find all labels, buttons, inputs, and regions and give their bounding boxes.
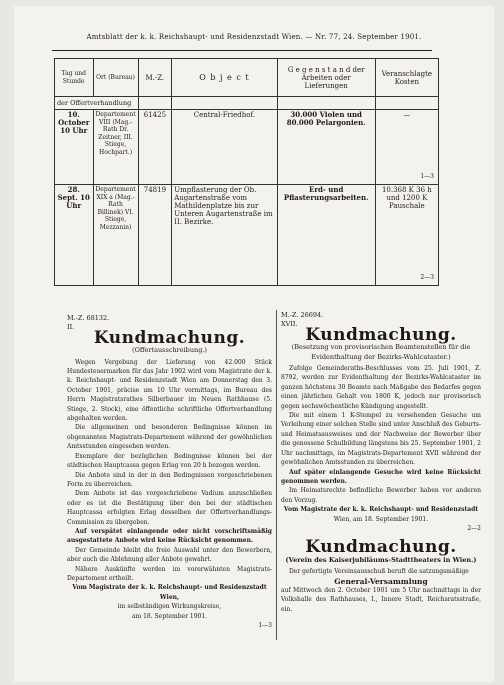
right-q1: Der gefertigte Vereinsausschuß beruft die satzungsmäßige: [289, 568, 469, 576]
table-row: [55, 185, 439, 286]
left-p4: Die Anbote sind in der in den Bedingnissen vorgeschriebenen Form zu überreichen.: [67, 471, 272, 488]
left-p2: Die allgemeinen und besonderen Bedingnisse können im obgenannten Magistrats-Departement während der gewöhnlichen Amtsstunden eingesehen werden.: [67, 424, 272, 451]
row-office: Departement VIII (Mag.-Rath Dr. Zeitner, III. Stiege, Hochpart.): [93, 110, 138, 185]
row-office: Departement XIX a (Mag.-Rath Billinek) VI. Stiege, Mezzanin): [93, 185, 138, 286]
left-sig1: Vom Magistrate der k. k. Reichshaupt- und Residenzstadt Wien,: [72, 584, 267, 601]
left-p7: Der Gemeinde bleibt die freie Auswahl unter den Bewerbern, aber auch die Ablehnung aller Anbote gewahrt.: [67, 546, 272, 564]
col-cost: Veranschlagte Kosten: [375, 59, 438, 97]
col-object: O b j e c t: [172, 59, 277, 97]
left-title: Kundmachung.: [93, 327, 246, 348]
row-object: Central-Friedhof.: [172, 110, 277, 185]
tender-table: [54, 58, 439, 286]
subheader-cell: der Offertverhandlung: [55, 97, 139, 110]
row-subject: 30.000 Violen und 80.000 Pelargonien.: [277, 110, 375, 185]
right-p1: Zufolge Gemeinderaths-Beschlusses vom 25. Juli 1901, Z. 8792, werden zur Evidenthaltung der Bezirks-Wahlcataster im ganzen höchstens 30 Beamte nach Maßgabe des Bedarfes gegen einen jährlichen Gehalt von 1800 K, jedoch nur provisorisch gegen sechswöchentliche Kündigung angestellt.: [281, 365, 481, 410]
right-title: Kundmachung.: [305, 324, 457, 345]
right-subtitle-2: (Verein des Kaiserjubiläums-Stadttheaters in Wien.): [285, 555, 477, 564]
left-notice: [67, 314, 272, 630]
left-p6: Auf verspätet einlangende oder nicht vorschriftsmäßig ausgestattete Anbote wird keine Rücksicht genommen.: [67, 527, 272, 545]
right-subtitle: (Besetzung von provisorischen Beamtenstellen für die Evidenthaltung der Bezirks-Wahlcataster.): [291, 343, 471, 361]
row-cost: [375, 110, 438, 185]
left-sig3: am 18. September 1901.: [131, 612, 208, 620]
left-roman: II.: [67, 323, 75, 332]
row-date: 28. Sept. 10 Uhr: [55, 185, 94, 286]
left-mz: M.-Z. 68132.: [67, 314, 110, 322]
row-cost-value: 10.368 K 36 h und 1200 K Pauschale: [381, 186, 432, 210]
row-count: 2—3: [420, 274, 434, 281]
left-sig2: im selbständigen Wirkungskreise,: [117, 603, 222, 611]
right-p3: Auf später einlangende Gesuche wird keine Rücksicht genommen werden.: [281, 468, 481, 485]
right-roman: XVII.: [281, 320, 298, 329]
right-title-2: Kundmachung.: [305, 537, 457, 558]
col-office: Ort (Bureau): [93, 59, 138, 97]
right-p4: Im Heimatsrechte befindliche Bewerber haben vor anderen den Vorzug.: [281, 487, 481, 504]
right-sig1: Vom Magistrate der k. k. Reichshaupt- und Residenzstadt: [283, 506, 479, 514]
column-divider: [276, 310, 277, 640]
row-cost-value: —: [403, 111, 411, 119]
table-header-row: [55, 59, 439, 97]
right-q-head: General-Versammlung: [334, 576, 428, 586]
row-cost: [375, 185, 438, 286]
page-sheet: [14, 6, 494, 682]
right-p2: Die mit einem 1 K-Stempel zu versehenden Gesuche um Verleihung einer solchen Stelle sind unter Anschluß des Geburts- und Heimatsausweises und der Nachweise der Bewerber über die genossene Schulbildung längstens bis 25. September 1901, 2 Uhr nachmittags, im Magistrats-Departement XVII während der gewöhnlichen Amtsstunden zu überreichen.: [281, 412, 481, 467]
row-mz: 74819: [138, 185, 172, 286]
right-sig2: Wien, am 18. September 1901.: [333, 515, 429, 523]
row-subject: Erd- und Pflasterungsarbeiten.: [277, 185, 375, 286]
row-object: Umpflasterung der Ob. Augartenstraße vom Mathildenplatze bis zur Unteren Augartenstraße im II. Bezirke.: [172, 185, 277, 286]
right-q2: auf Mittwoch den 2. October 1901 um 5 Uhr nachmittags in der Volkshalle des Rathhauses, I., Innere Stadt, Reichsratsstraße, ein.: [281, 586, 481, 613]
table-subheader-row: [55, 97, 439, 110]
left-count: 1—3: [258, 622, 272, 629]
header-rule: [52, 50, 432, 51]
left-p5: Dem Anbote ist das vorgeschriebene Vadium anzuschließen oder es ist die Bestätigung über den bei der städtischen Hauptcassa erfolgten Erlag desselben der Offertverhandlungs-Commission zu übergeben.: [67, 490, 272, 526]
col-date: Tag und Stunde: [55, 59, 94, 97]
left-p3: Exemplare der bezüglichen Bedingnisse können bei der städtischen Hauptcassa gegen Erlag von 20 h bezogen werden.: [67, 452, 272, 470]
row-mz: 61425: [138, 110, 172, 185]
page-header: Amtsblatt der k. k. Reichshaupt- und Residenzstadt Wien. — Nr. 77, 24. September 1901.: [86, 33, 422, 41]
col-mz: M.-Z.: [138, 59, 172, 97]
table-row: [55, 110, 439, 185]
row-count: 1—3: [420, 173, 434, 180]
right-notice: [281, 311, 481, 614]
left-subtitle: (Offertausschreibung.): [132, 346, 207, 355]
left-p1: Wegen Vergebung der Lieferung von 42.000 Stück Hundesteuermarken für das Jahr 1902 wird vom Magistrate der k. k. Reichshaupt- und Residenzstadt Wien am Donnerstag den 3. October 1901, präcise um 10 Uhr vormittags, im Bureau des Herrn Magistratsrathes Silberbauer im Neuen Rathhause (5. Stiege, 2. Stock), eine öffentliche schriftliche Offertverhandlung abgehalten werden.: [67, 358, 272, 423]
col-subject: G e g e n s t a n d der Arbeiten oder Lieferungen: [277, 59, 375, 97]
row-date: 10. October 10 Uhr: [55, 110, 94, 185]
left-p8: Nähere Auskünfte werden im vorerwähnten Magistrats-Departement ertheilt.: [67, 565, 272, 582]
right-count: 2—2: [467, 524, 481, 532]
right-mz: M.-Z. 26694.: [281, 311, 324, 319]
